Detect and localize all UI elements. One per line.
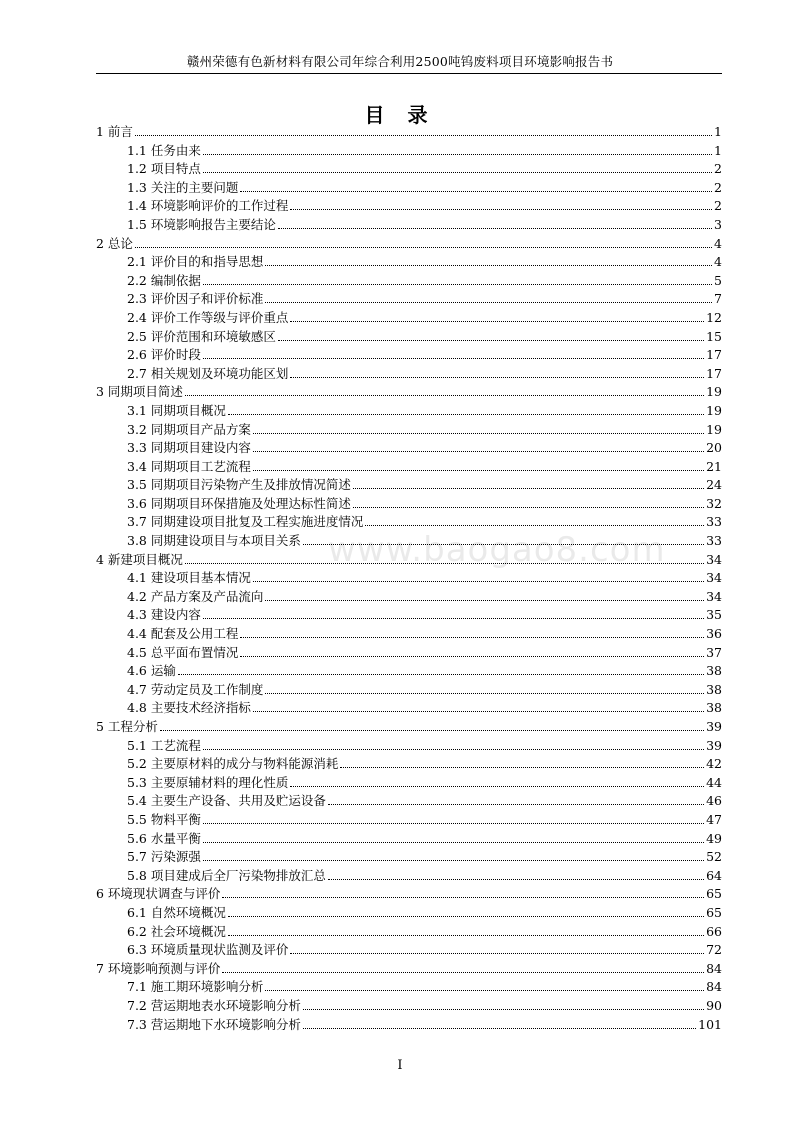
toc-section-entry[interactable] <box>96 867 722 886</box>
toc-chapter-entry[interactable] <box>96 551 722 570</box>
toc-section-entry[interactable] <box>96 1016 722 1035</box>
toc-dot-leader <box>290 786 704 787</box>
toc-entry-label: 7.1 施工期环境影响分析 <box>127 979 264 995</box>
toc-entry-label: 1 前言 <box>96 124 133 139</box>
page-number: I <box>397 1058 403 1073</box>
toc-entry-page: 34 <box>706 570 722 586</box>
toc-dot-leader <box>203 823 704 824</box>
toc-entry-label: 4 新建项目概况 <box>96 551 183 567</box>
toc-dot-leader <box>253 433 704 434</box>
toc-dot-leader <box>222 897 704 898</box>
toc-entry-label: 4.4 配套及公用工程 <box>127 626 239 642</box>
toc-dot-leader <box>160 730 704 731</box>
toc-entry-page: 39 <box>706 737 722 753</box>
toc-section-entry[interactable] <box>96 588 722 607</box>
toc-dot-leader <box>353 488 704 489</box>
toc-entry-label: 2 总论 <box>96 235 133 251</box>
toc-entry-page: 90 <box>706 997 722 1013</box>
toc-entry-page: 38 <box>706 681 722 697</box>
toc-entry-label: 6.3 环境质量现状监测及评价 <box>127 942 289 958</box>
toc-entry-label: 6 环境现状调查与评价 <box>96 886 221 902</box>
toc-dot-leader <box>328 804 704 805</box>
toc-entry-page: 65 <box>706 886 722 902</box>
toc-entry-label: 5.7 污染源强 <box>127 849 201 865</box>
header-rule <box>96 73 722 74</box>
toc-entry-page: 34 <box>706 551 722 567</box>
toc-section-entry[interactable] <box>96 532 722 551</box>
toc-dot-leader <box>203 618 704 619</box>
toc-entry-page: 35 <box>706 607 722 623</box>
toc-entry-page: 84 <box>706 960 722 976</box>
toc-section-entry[interactable] <box>96 328 722 347</box>
toc-dot-leader <box>228 414 704 415</box>
toc-dot-leader <box>203 842 704 843</box>
toc-chapter-entry[interactable] <box>96 960 722 979</box>
toc-chapter-entry[interactable] <box>96 235 722 254</box>
toc-entry-label: 3.7 同期建设项目批复及工程实施进度情况 <box>127 514 364 530</box>
toc-entry-page: 15 <box>706 328 722 344</box>
toc-entry-page: 19 <box>706 384 722 400</box>
toc-entry-page: 84 <box>706 979 722 995</box>
toc-section-entry[interactable] <box>96 160 722 179</box>
toc-dot-leader <box>265 990 704 991</box>
toc-entry-label: 3.3 同期项目建设内容 <box>127 440 251 456</box>
toc-entry-label: 5 工程分析 <box>96 719 158 734</box>
toc-entry-page: 3 <box>714 216 722 232</box>
toc-section-entry[interactable] <box>96 216 722 235</box>
toc-entry-label: 2.3 评价因子和评价标准 <box>127 291 264 307</box>
toc-entry-page: 44 <box>706 774 722 790</box>
toc-entry-page: 47 <box>706 811 722 827</box>
toc-section-entry[interactable] <box>96 737 722 756</box>
toc-section-entry[interactable] <box>96 904 722 923</box>
toc-section-entry[interactable] <box>96 495 722 514</box>
toc-dot-leader <box>265 302 712 303</box>
toc-entry-page: 33 <box>706 533 722 549</box>
toc-entry-page: 4 <box>714 254 722 270</box>
toc-section-entry[interactable] <box>96 513 722 532</box>
toc-dot-leader <box>135 247 712 248</box>
toc-entry-label: 7.3 营运期地下水环境影响分析 <box>127 1016 301 1032</box>
toc-dot-leader <box>240 637 704 638</box>
toc-entry-page: 24 <box>706 477 722 493</box>
toc-entry-page: 20 <box>706 440 722 456</box>
toc-dot-leader <box>203 860 704 861</box>
toc-section-entry[interactable] <box>96 811 722 830</box>
toc-dot-leader <box>135 135 712 136</box>
toc-dot-leader <box>303 544 704 545</box>
toc-section-entry[interactable] <box>96 290 722 309</box>
toc-entry-page: 38 <box>706 663 722 679</box>
toc-entry-page: 2 <box>714 198 722 214</box>
toc-section-entry[interactable] <box>96 179 722 198</box>
toc-dot-leader <box>228 935 704 936</box>
toc-dot-leader <box>203 358 704 359</box>
toc-entry-label: 4.7 劳动定员及工作制度 <box>127 681 264 697</box>
toc-section-entry[interactable] <box>96 830 722 849</box>
toc-entry-page: 34 <box>706 588 722 604</box>
toc-dot-leader <box>353 507 704 508</box>
toc-entry-page: 66 <box>706 923 722 939</box>
toc-entry-label: 2.4 评价工作等级与评价重点 <box>127 309 289 325</box>
toc-dot-leader <box>265 600 704 601</box>
toc-dot-leader <box>185 395 704 396</box>
toc-entry-page: 72 <box>706 942 722 958</box>
toc-entry-label: 6.2 社会环境概况 <box>127 923 226 939</box>
toc-section-entry[interactable] <box>96 569 722 588</box>
toc-entry-label: 2.1 评价目的和指导思想 <box>127 254 264 270</box>
toc-entry-label: 3.1 同期项目概况 <box>127 402 226 418</box>
toc-entry-label: 4.6 运输 <box>127 663 176 679</box>
toc-dot-leader <box>290 321 704 322</box>
toc-section-entry[interactable] <box>96 253 722 272</box>
toc-entry-label: 2.6 评价时段 <box>127 347 201 363</box>
toc-section-entry[interactable] <box>96 606 722 625</box>
toc-dot-leader <box>303 1028 696 1029</box>
toc-entry-page: 42 <box>706 756 722 772</box>
toc-section-entry[interactable] <box>96 774 722 793</box>
toc-dot-leader <box>222 972 704 973</box>
toc-entry-label: 7 环境影响预测与评价 <box>96 960 221 976</box>
toc-section-entry[interactable] <box>96 755 722 774</box>
toc-dot-leader <box>253 581 704 582</box>
running-header: 赣州荣德有色新材料有限公司年综合利用2500吨钨废料项目环境影响报告书 <box>186 54 614 69</box>
toc-dot-leader <box>303 1009 704 1010</box>
toc-dot-leader <box>278 228 712 229</box>
toc-entry-label: 2.7 相关规划及环境功能区划 <box>127 365 289 381</box>
toc-entry-page: 17 <box>706 347 722 363</box>
toc-dot-leader <box>240 656 704 657</box>
toc-section-entry[interactable] <box>96 625 722 644</box>
toc-section-entry[interactable] <box>96 421 722 440</box>
toc-entry-label: 4.1 建设项目基本情况 <box>127 570 251 586</box>
toc-dot-leader <box>203 284 712 285</box>
toc-entry-label: 5.3 主要原辅材料的理化性质 <box>127 774 289 790</box>
toc-entry-page: 7 <box>714 291 722 307</box>
toc-entry-page: 65 <box>706 904 722 920</box>
toc-entry-label: 4.5 总平面布置情况 <box>127 644 239 660</box>
toc-entry-page: 36 <box>706 626 722 642</box>
toc-entry-page: 33 <box>706 514 722 530</box>
toc-entry-label: 5.5 物料平衡 <box>127 811 201 827</box>
toc-dot-leader <box>185 563 704 564</box>
toc-dot-leader <box>228 916 704 917</box>
toc-section-entry[interactable] <box>96 346 722 365</box>
toc-entry-page: 52 <box>706 849 722 865</box>
toc-entry-page: 21 <box>706 458 722 474</box>
toc-section-entry[interactable] <box>96 309 722 328</box>
toc-dot-leader <box>203 172 712 173</box>
toc-section-entry[interactable] <box>96 978 722 997</box>
watermark-text: www.baogao8.com <box>328 530 666 570</box>
toc-section-entry[interactable] <box>96 402 722 421</box>
toc-entry-page: 17 <box>706 365 722 381</box>
toc-entry-label: 1.4 环境影响评价的工作过程 <box>127 198 289 214</box>
toc-section-entry[interactable] <box>96 681 722 700</box>
toc-entry-page: 37 <box>706 644 722 660</box>
toc-entry-label: 4.2 产品方案及产品流向 <box>127 588 264 604</box>
toc-entry-page: 32 <box>706 495 722 511</box>
toc-dot-leader <box>253 470 704 471</box>
toc-dot-leader <box>290 377 704 378</box>
toc-entry-label: 2.5 评价范围和环境敏感区 <box>127 328 276 344</box>
toc-entry-label: 5.8 项目建成后全厂污染物排放汇总 <box>127 867 326 883</box>
toc-entry-page: 5 <box>714 272 722 288</box>
toc-entry-label: 3.8 同期建设项目与本项目关系 <box>127 533 301 549</box>
toc-entry-page: 38 <box>706 700 722 716</box>
toc-section-entry[interactable] <box>96 458 722 477</box>
toc-chapter-entry[interactable] <box>96 123 722 142</box>
toc-section-entry[interactable] <box>96 848 722 867</box>
toc-dot-leader <box>253 451 704 452</box>
toc-entry-page: 19 <box>706 402 722 418</box>
toc-entry-page: 101 <box>698 1016 722 1032</box>
toc-section-entry[interactable] <box>96 272 722 291</box>
toc-entry-label: 5.6 水量平衡 <box>127 830 201 846</box>
toc-entry-page: 12 <box>706 309 722 325</box>
page-title: 目 录 <box>364 103 436 127</box>
toc-section-entry[interactable] <box>96 476 722 495</box>
toc-section-entry[interactable] <box>96 644 722 663</box>
toc-section-entry[interactable] <box>96 662 722 681</box>
toc-entry-label: 2.2 编制依据 <box>127 272 201 288</box>
toc-entry-page: 1 <box>714 124 722 139</box>
toc-dot-leader <box>290 209 712 210</box>
toc-entry-label: 5.2 主要原材料的成分与物料能源消耗 <box>127 756 339 772</box>
toc-entry-page: 19 <box>706 421 722 437</box>
toc-dot-leader <box>290 953 704 954</box>
toc-section-entry[interactable] <box>96 365 722 384</box>
toc-entry-page: 1 <box>714 142 722 158</box>
toc-dot-leader <box>340 767 704 768</box>
toc-entry-label: 7.2 营运期地表水环境影响分析 <box>127 997 301 1013</box>
toc-section-entry[interactable] <box>96 699 722 718</box>
toc-chapter-entry[interactable] <box>96 718 722 737</box>
toc-entry-label: 3.2 同期项目产品方案 <box>127 421 251 437</box>
toc-entry-page: 4 <box>714 235 722 251</box>
toc-section-entry[interactable] <box>96 923 722 942</box>
toc-dot-leader <box>253 711 704 712</box>
toc-dot-leader <box>178 674 704 675</box>
toc-dot-leader <box>365 525 704 526</box>
toc-section-entry[interactable] <box>96 997 722 1016</box>
toc-dot-leader <box>265 265 712 266</box>
toc-dot-leader <box>328 879 704 880</box>
table-of-contents <box>96 123 722 1034</box>
toc-section-entry[interactable] <box>96 941 722 960</box>
toc-entry-label: 1.5 环境影响报告主要结论 <box>127 216 276 232</box>
toc-section-entry[interactable] <box>96 197 722 216</box>
toc-entry-label: 5.1 工艺流程 <box>127 737 201 753</box>
toc-dot-leader <box>203 749 704 750</box>
toc-chapter-entry[interactable] <box>96 383 722 402</box>
toc-entry-label: 1.2 项目特点 <box>127 161 201 177</box>
toc-entry-page: 2 <box>714 179 722 195</box>
toc-entry-label: 1.1 任务由来 <box>127 142 201 158</box>
toc-entry-label: 4.3 建设内容 <box>127 607 201 623</box>
toc-entry-label: 3 同期项目简述 <box>96 384 183 400</box>
toc-entry-page: 46 <box>706 793 722 809</box>
toc-entry-label: 3.4 同期项目工艺流程 <box>127 458 251 474</box>
toc-dot-leader <box>278 340 704 341</box>
toc-chapter-entry[interactable] <box>96 885 722 904</box>
toc-entry-label: 4.8 主要技术经济指标 <box>127 700 251 716</box>
toc-entry-label: 5.4 主要生产设备、共用及贮运设备 <box>127 793 326 809</box>
toc-entry-page: 39 <box>706 719 722 734</box>
toc-section-entry[interactable] <box>96 792 722 811</box>
toc-dot-leader <box>240 191 712 192</box>
toc-entry-label: 1.3 关注的主要问题 <box>127 179 239 195</box>
toc-section-entry[interactable] <box>96 142 722 161</box>
toc-entry-label: 3.6 同期项目环保措施及处理达标性简述 <box>127 495 351 511</box>
toc-dot-leader <box>265 693 704 694</box>
toc-entry-label: 6.1 自然环境概况 <box>127 904 226 920</box>
toc-section-entry[interactable] <box>96 439 722 458</box>
toc-entry-page: 49 <box>706 830 722 846</box>
toc-entry-label: 3.5 同期项目污染物产生及排放情况简述 <box>127 477 351 493</box>
toc-entry-page: 2 <box>714 161 722 177</box>
toc-dot-leader <box>203 154 712 155</box>
toc-entry-page: 64 <box>706 867 722 883</box>
